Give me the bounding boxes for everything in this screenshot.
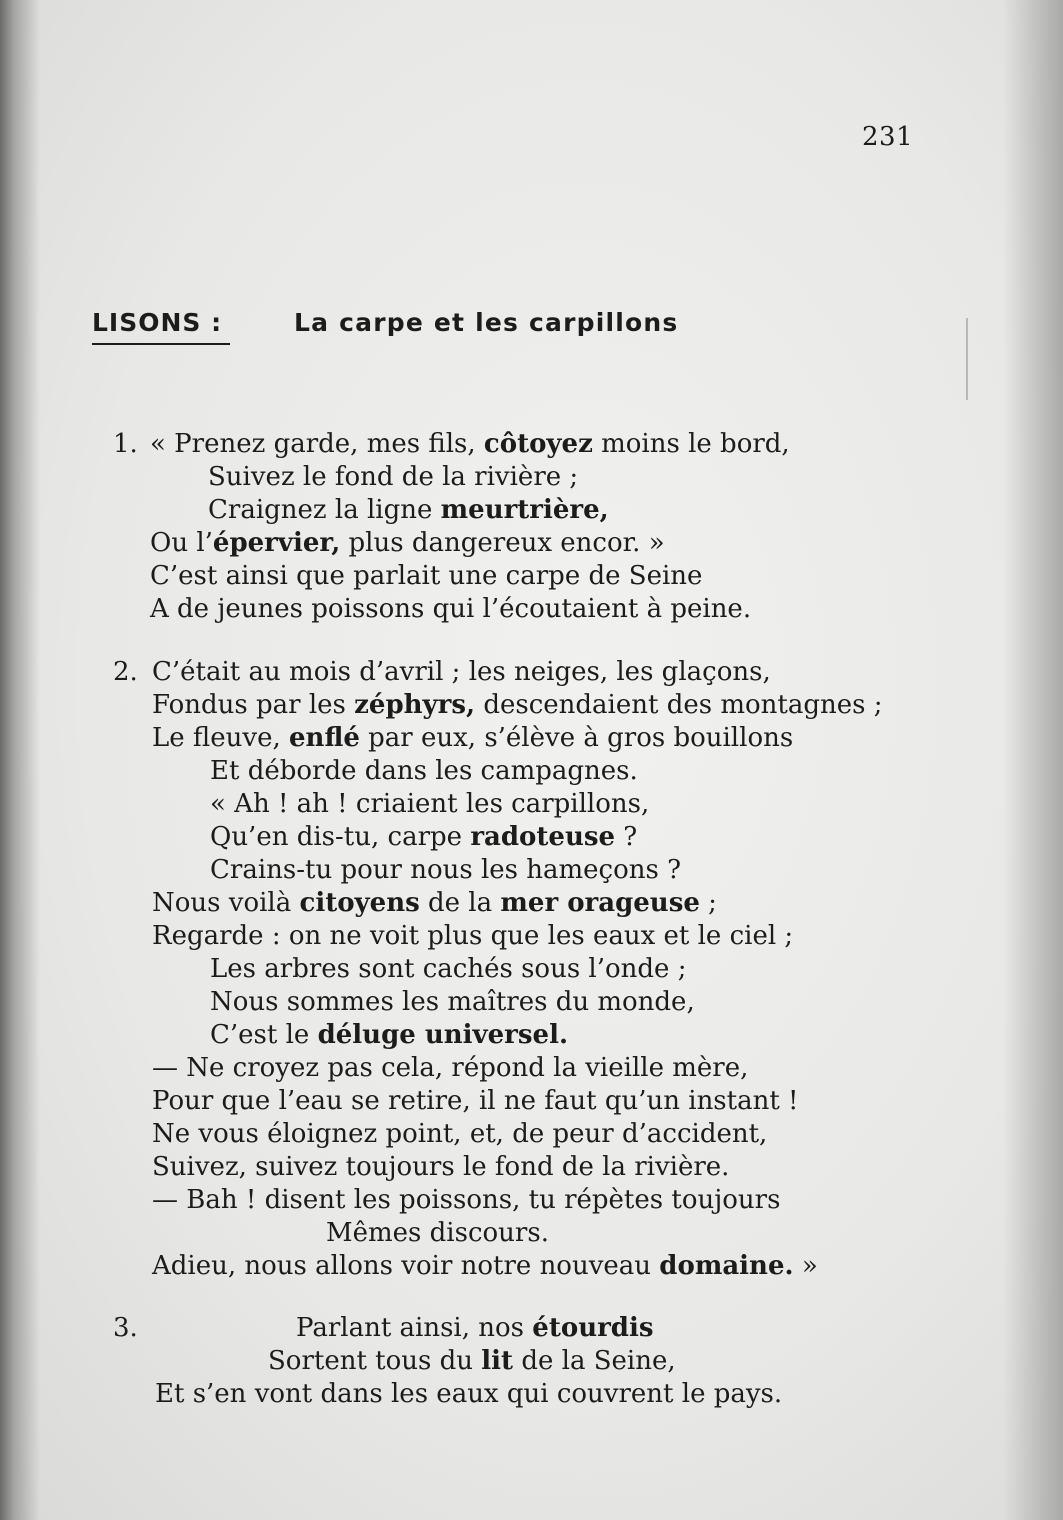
- bold-word: radoteuse: [470, 822, 616, 852]
- poem-line: [210, 1019, 568, 1051]
- heading-label: LISONS :: [92, 308, 223, 337]
- poem-line: [210, 788, 649, 820]
- text-run: Crains-tu pour nous les hameçons ?: [210, 855, 682, 885]
- edge-shadow: [1003, 0, 1063, 1520]
- poem-line: [152, 689, 882, 721]
- poem-line: [152, 887, 717, 919]
- text-run: — Ne croyez pas cela, répond la vieille mère,: [152, 1053, 749, 1083]
- poem-line: [208, 461, 578, 493]
- text-run: Le fleuve,: [152, 723, 289, 753]
- poem-line: [208, 494, 609, 526]
- text-run: ?: [615, 822, 638, 852]
- poem-line: [326, 1217, 549, 1249]
- stanza-number: 2.: [113, 657, 138, 687]
- bold-word: étourdis: [532, 1313, 654, 1343]
- bold-word: lit: [481, 1346, 514, 1376]
- bold-word: déluge universel.: [317, 1020, 568, 1050]
- text-run: Fondus par les: [152, 690, 355, 720]
- text-run: Nous sommes les maîtres du monde,: [210, 987, 695, 1017]
- text-run: Et déborde dans les campagnes.: [210, 756, 638, 786]
- bold-word: mer orageuse: [500, 888, 700, 918]
- poem-line: [210, 821, 637, 853]
- text-run: A de jeunes poissons qui l’écoutaient à peine.: [150, 594, 752, 624]
- poem-line: [152, 1085, 799, 1117]
- heading-underline: [92, 343, 230, 345]
- poem-line: [150, 428, 790, 460]
- text-run: Regarde : on ne voit plus que les eaux et le ciel ;: [152, 921, 794, 951]
- margin-mark: [966, 318, 968, 400]
- poem-line: [152, 920, 793, 952]
- poem-line: [152, 1151, 729, 1183]
- poem-line: [152, 722, 793, 754]
- text-run: par eux, s’élève à gros bouillons: [359, 723, 794, 753]
- text-run: Ou l’: [150, 528, 213, 558]
- text-run: Pour que l’eau se retire, il ne faut qu’un instant !: [152, 1086, 799, 1116]
- poem-line: [210, 755, 638, 787]
- text-run: Nous voilà: [152, 888, 300, 918]
- bold-word: citoyens: [299, 888, 420, 918]
- poem-line: [152, 1118, 767, 1150]
- poem-line: [152, 1184, 780, 1216]
- page-number: 231: [862, 122, 914, 152]
- binding-shadow: [0, 0, 40, 1520]
- text-run: descendaient des montagnes ;: [475, 690, 883, 720]
- text-run: — Bah ! disent les poissons, tu répètes toujours: [152, 1185, 781, 1215]
- bold-word: domaine.: [659, 1251, 794, 1281]
- text-run: C’était au mois d’avril ; les neiges, les glaçons,: [152, 657, 771, 687]
- text-run: « Ah ! ah ! criaient les carpillons,: [210, 789, 650, 819]
- text-run: Sortent tous du: [268, 1346, 482, 1376]
- poem-line: [155, 1378, 782, 1410]
- text-run: Ne vous éloignez point, et, de peur d’accident,: [152, 1119, 768, 1149]
- bold-word: épervier,: [212, 528, 341, 558]
- text-run: plus dangereux encor. »: [340, 528, 665, 558]
- text-run: C’est ainsi que parlait une carpe de Seine: [150, 561, 703, 591]
- bold-word: zéphyrs,: [354, 690, 476, 720]
- poem-line: [152, 1052, 748, 1084]
- poem-line: [150, 593, 751, 625]
- poem-title: La carpe et les carpillons: [294, 308, 679, 337]
- text-run: de la Seine,: [513, 1346, 676, 1376]
- poem-line: [152, 1250, 818, 1282]
- poem-line: [210, 986, 695, 1018]
- text-run: « Prenez garde, mes fils,: [150, 429, 484, 459]
- text-run: Mêmes discours.: [326, 1218, 549, 1248]
- text-run: Qu’en dis-tu, carpe: [210, 822, 471, 852]
- text-run: Les arbres sont cachés sous l’onde ;: [210, 954, 687, 984]
- poem-line: [152, 656, 771, 688]
- text-run: de la: [419, 888, 501, 918]
- text-run: C’est le: [210, 1020, 318, 1050]
- stanza-number: 3.: [113, 1313, 138, 1343]
- poem-line: [150, 527, 665, 559]
- text-run: »: [793, 1251, 818, 1281]
- stanza-number: 1.: [113, 429, 138, 459]
- text-run: Craignez la ligne: [208, 495, 441, 525]
- poem-line: [150, 560, 702, 592]
- poem-line: [296, 1312, 654, 1344]
- text-run: Suivez le fond de la rivière ;: [208, 462, 579, 492]
- text-run: Parlant ainsi, nos: [296, 1313, 533, 1343]
- text-run: Adieu, nous allons voir notre nouveau: [152, 1251, 660, 1281]
- bold-word: meurtrière,: [440, 495, 609, 525]
- poem-line: [210, 953, 686, 985]
- text-run: moins le bord,: [592, 429, 790, 459]
- bold-word: côtoyez: [483, 429, 593, 459]
- text-run: ;: [699, 888, 717, 918]
- poem-line: [268, 1345, 676, 1377]
- text-run: Suivez, suivez toujours le fond de la rivière.: [152, 1152, 730, 1182]
- bold-word: enflé: [289, 723, 360, 753]
- text-run: Et s’en vont dans les eaux qui couvrent le pays.: [155, 1379, 783, 1409]
- poem-line: [210, 854, 681, 886]
